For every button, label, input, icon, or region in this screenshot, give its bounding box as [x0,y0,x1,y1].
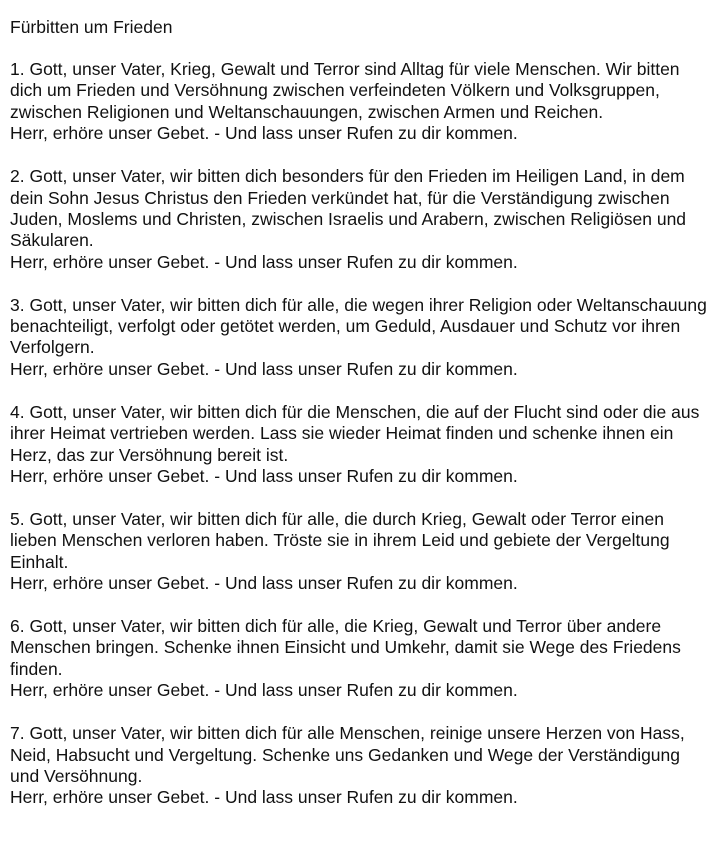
petition-text: 7. Gott, unser Vater, wir bitten dich für alle Menschen, reinige unsere Herzen von Hass, Neid, Habsucht und Vergeltung. Schenke uns Gedanken und Wege der Verständigung und Versöhnung. [10,723,685,786]
petition-response: Herr, erhöre unser Gebet. - Und lass unser Rufen zu dir kommen. [10,573,518,594]
petition-response: Herr, erhöre unser Gebet. - Und lass unser Rufen zu dir kommen. [10,123,518,144]
petition-response: Herr, erhöre unser Gebet. - Und lass unser Rufen zu dir kommen. [10,251,518,272]
petition-text: 2. Gott, unser Vater, wir bitten dich besonders für den Frieden im Heiligen Land, in dem dein Sohn Jesus Christus den Frieden verkündet hat, für die Verständigung zwischen Juden, Moslems und Christen, zwischen Israelis und Arabern, zwischen Religiösen und Säkularen. [10,166,687,251]
petition-6 [10,616,710,702]
petition-2 [10,166,710,273]
petition-text: 1. Gott, unser Vater, Krieg, Gewalt und Terror sind Alltag für viele Menschen. Wir bitten dich um Frieden und Versöhnung zwischen verfeindeten Völkern und Volksgruppen, zwischen Religionen und Weltanschauungen, zwischen Armen und Reichen. [10,59,680,122]
petition-text: 4. Gott, unser Vater, wir bitten dich für die Menschen, die auf der Flucht sind oder die aus ihrer Heimat vertrieben werden. Lass sie wieder Heimat finden und schenke ihnen ein Herz, das zur Versöhnung bereit ist. [10,401,700,465]
petition-3 [10,295,710,381]
petition-1 [10,59,710,145]
petition-4 [10,402,710,488]
petition-text: 6. Gott, unser Vater, wir bitten dich für alle, die Krieg, Gewalt und Terror über andere Menschen bringen. Schenke ihnen Einsicht und Umkehr, damit sie Wege des Friedens finden. [10,616,681,679]
petition-response: Herr, erhöre unser Gebet. - Und lass unser Rufen zu dir kommen. [10,787,518,808]
petition-text: 3. Gott, unser Vater, wir bitten dich für alle, die wegen ihrer Religion oder Weltanschauung benachteiligt, verfolgt oder getötet werden, um Geduld, Ausdauer und Schutz vor ihren Verfolgern. [10,294,707,358]
petition-text: 5. Gott, unser Vater, wir bitten dich für alle, die durch Krieg, Gewalt oder Terror einen lieben Menschen verloren haben. Tröste sie in ihrem Leid und gebiete der Vergeltung Einhalt. [10,508,670,572]
page-title: Fürbitten um Frieden [10,17,173,37]
petition-5 [10,509,710,595]
petition-response: Herr, erhöre unser Gebet. - Und lass unser Rufen zu dir kommen. [10,466,518,486]
petition-response: Herr, erhöre unser Gebet. - Und lass unser Rufen zu dir kommen. [10,358,518,379]
petition-7 [10,723,710,809]
petition-response: Herr, erhöre unser Gebet. - Und lass unser Rufen zu dir kommen. [10,680,518,701]
